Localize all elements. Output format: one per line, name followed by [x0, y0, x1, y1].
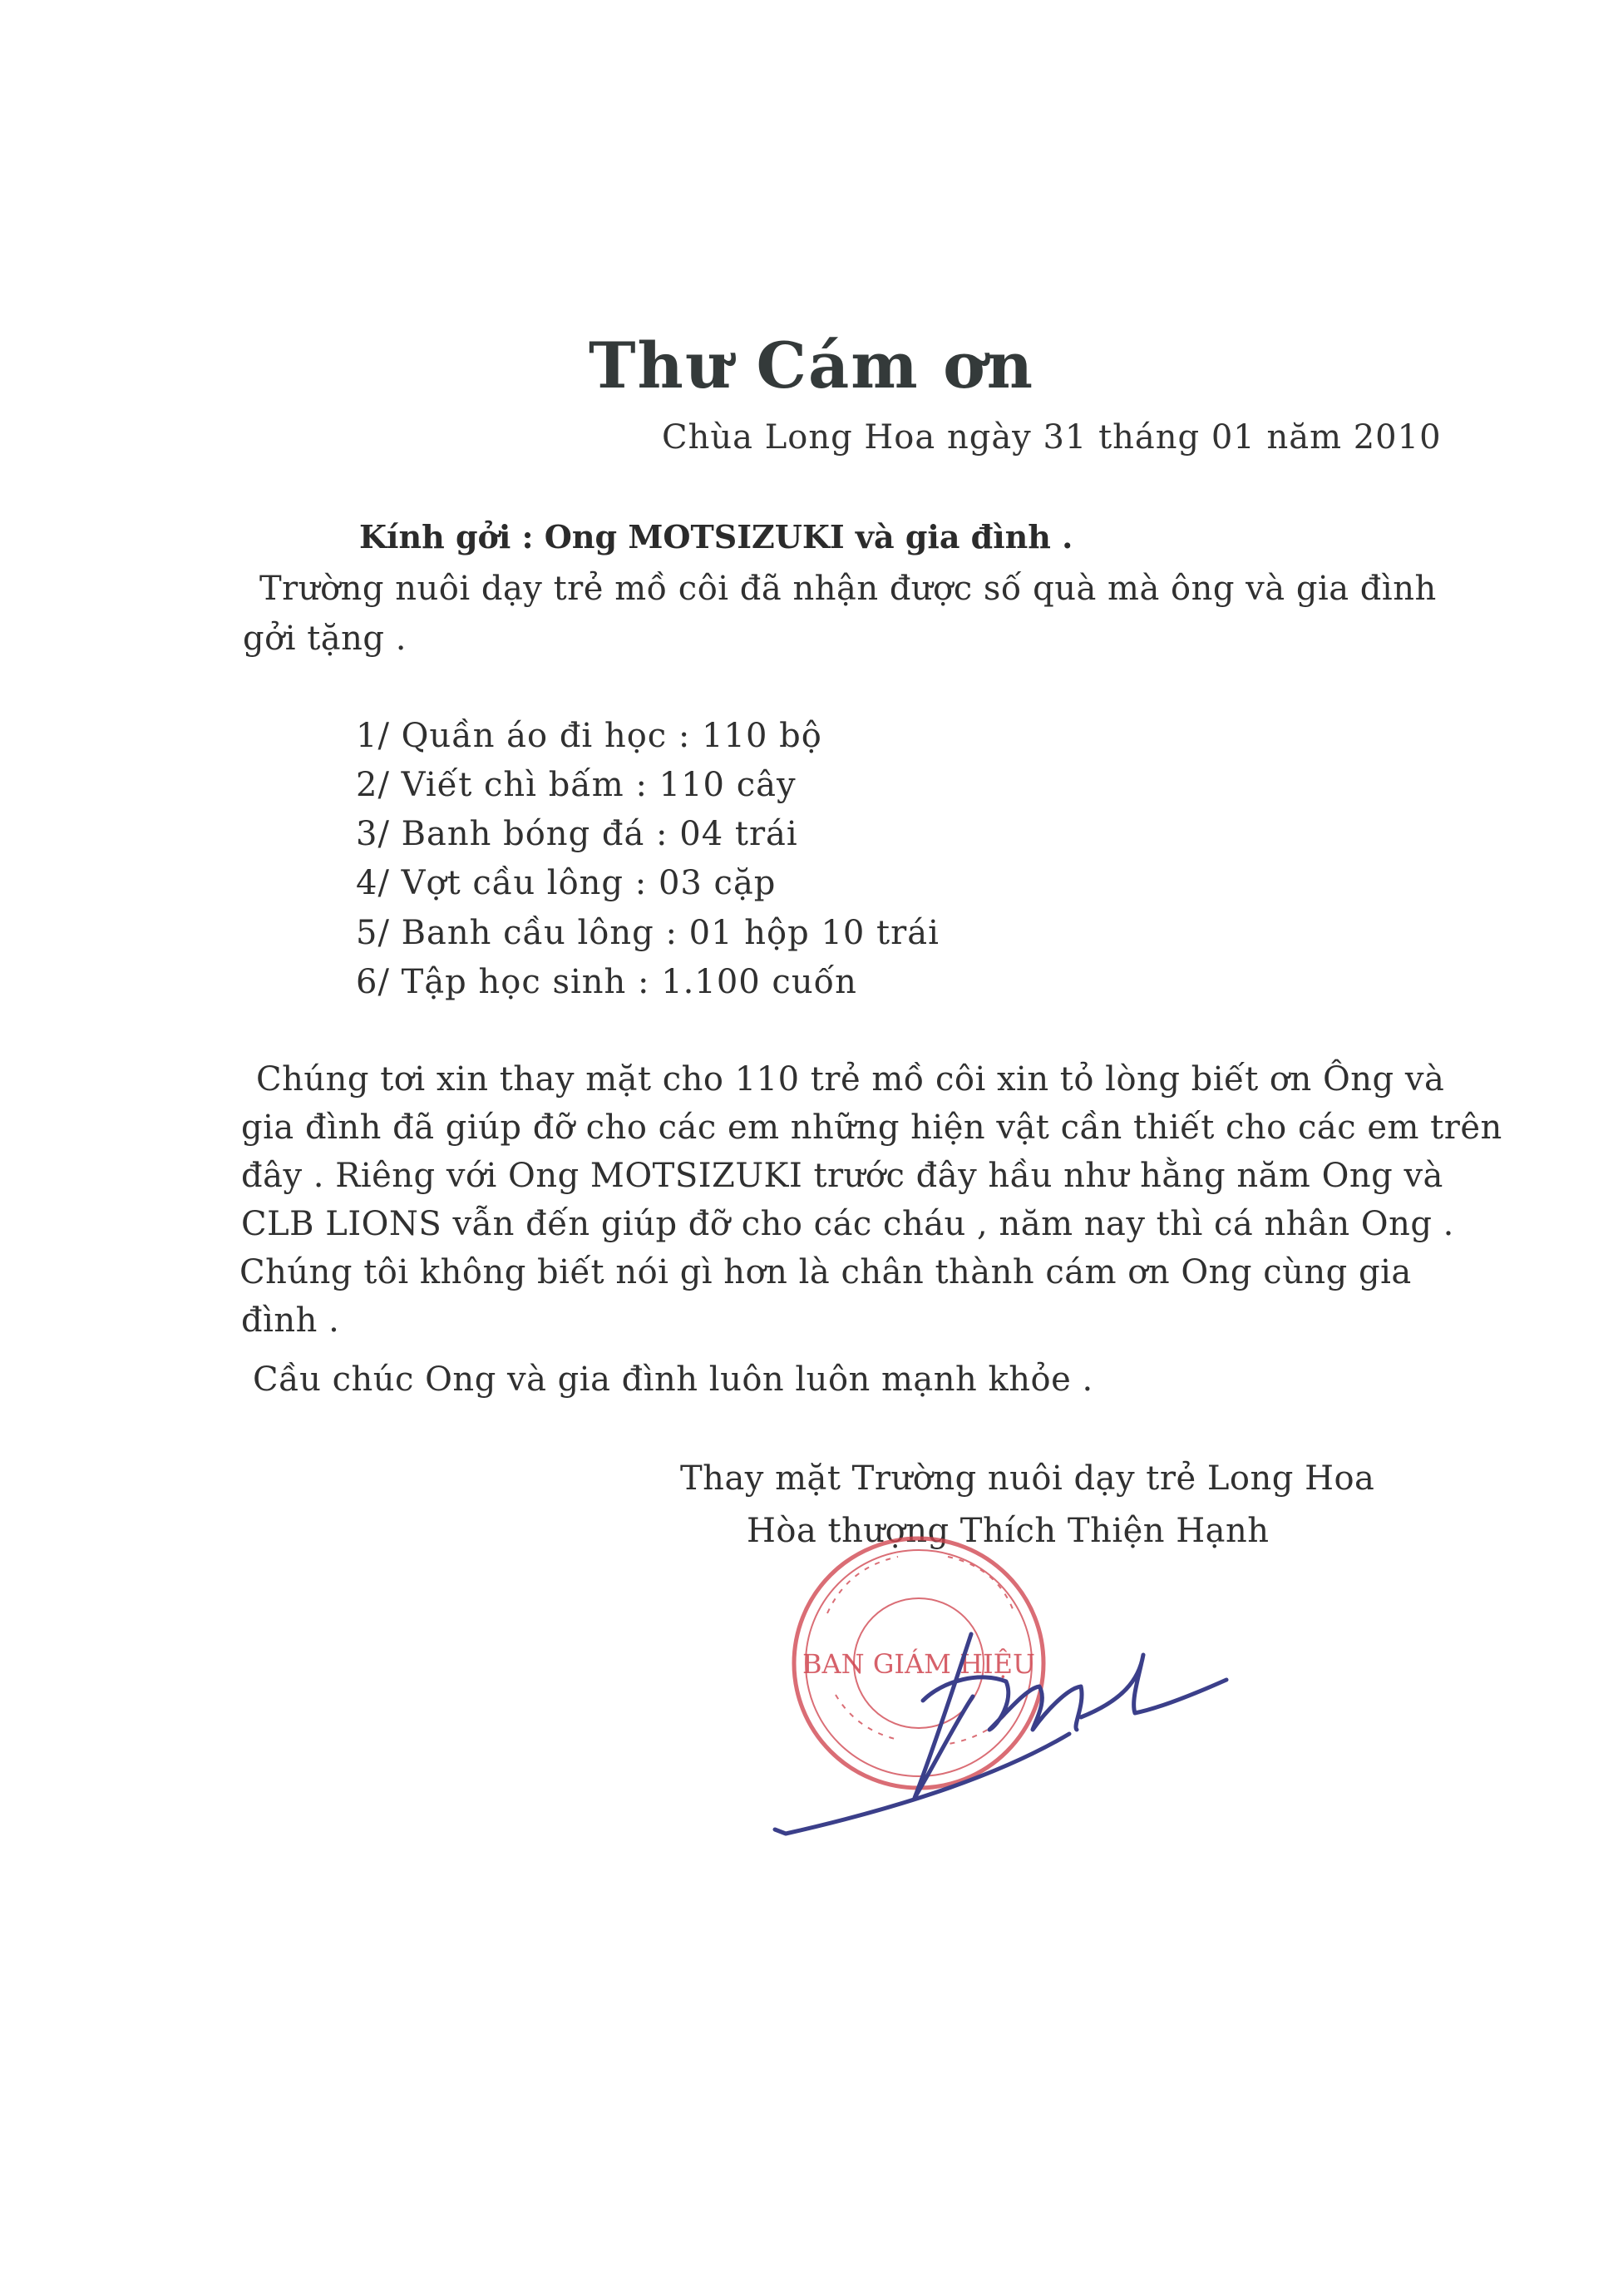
signature-stroke [1081, 1655, 1226, 1717]
salutation: Kính gởi : Ong MOTSIZUKI và gia đình . [359, 518, 1073, 555]
body-line: Chúng tôi không biết nói gì hơn là chân thành cám ơn Ong cùng gia [239, 1253, 1412, 1291]
letter-dateline: Chùa Long Hoa ngày 31 tháng 01 năm 2010 [662, 418, 1442, 457]
gift-item: 6/ Tập học sinh : 1.100 cuốn [356, 963, 857, 1001]
seal-center-text: BAN GIÁM HIỆU [802, 1648, 1035, 1680]
letter-title: Thư Cám ơn [588, 328, 1035, 402]
closing-line: Cầu chúc Ong và gia đình luôn luôn mạnh khỏe . [253, 1360, 1093, 1399]
body-line: Chúng tơi xin thay mặt cho 110 trẻ mồ côi xin tỏ lòng biết ơn Ông và [256, 1060, 1445, 1099]
signature [707, 1555, 1239, 1854]
gift-item: 5/ Banh cầu lông : 01 hộp 10 trái [356, 914, 940, 952]
body-line: gia đình đã giúp đỡ cho các em những hiện vật cần thiết cho các em trên [241, 1108, 1502, 1147]
signature-on-behalf: Thay mặt Trường nuôi dạy trẻ Long Hoa [680, 1459, 1375, 1498]
gift-item: 2/ Viết chì bấm : 110 cây [356, 766, 797, 804]
gift-item: 3/ Banh bóng đá : 04 trái [356, 815, 798, 853]
signer-name: Hòa thượng Thích Thiện Hạnh [747, 1512, 1270, 1550]
intro-line: gởi tặng . [243, 620, 407, 658]
body-line: CLB LIONS vẫn đến giúp đỡ cho các cháu , năm nay thì cá nhân Ong . [241, 1205, 1454, 1243]
gift-item: 4/ Vợt cầu lông : 03 cặp [356, 864, 777, 902]
body-line: đình . [241, 1301, 340, 1340]
body-line: đây . Riêng với Ong MOTSIZUKI trước đây hầu như hằng năm Ong và [241, 1157, 1443, 1195]
intro-line: Trường nuôi dạy trẻ mồ côi đã nhận được số quà mà ông và gia đình [259, 570, 1437, 608]
gift-item: 1/ Quần áo đi học : 110 bộ [356, 717, 822, 755]
signature-stroke [915, 1634, 973, 1798]
